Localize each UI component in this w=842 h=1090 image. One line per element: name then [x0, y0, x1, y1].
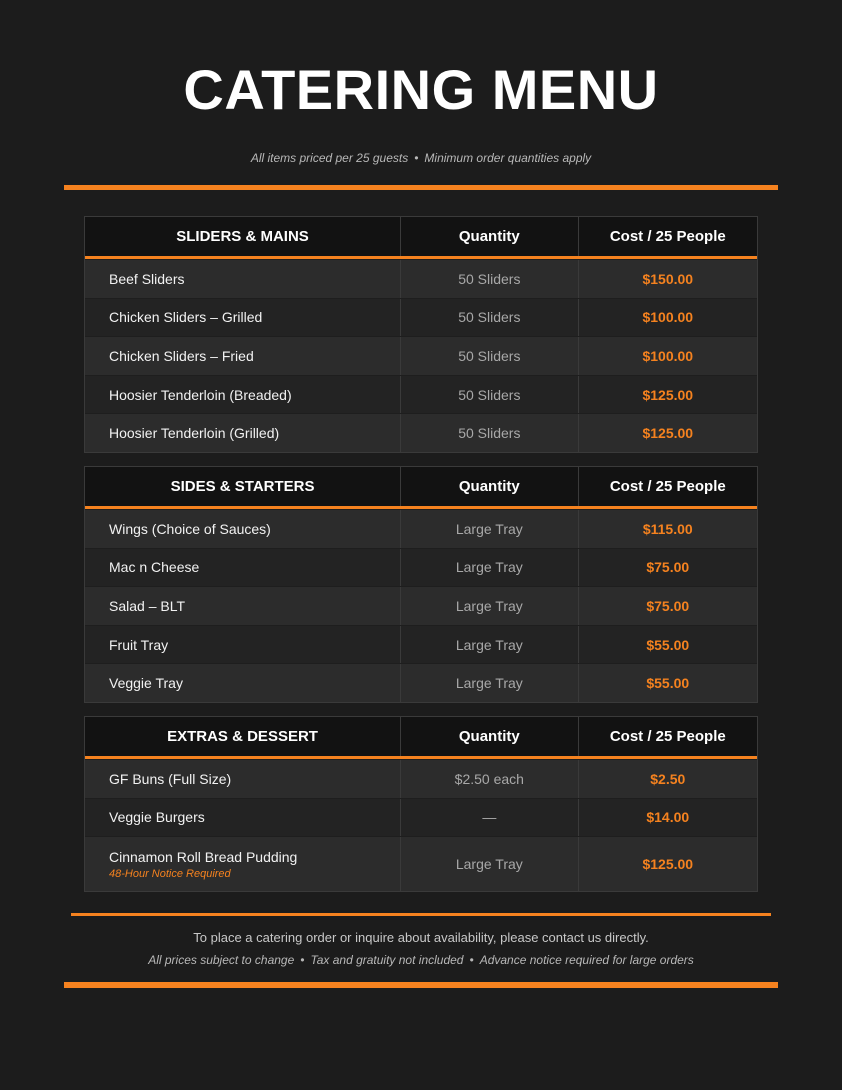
item-cost: $100.00	[642, 309, 694, 326]
subtitle	[0, 151, 842, 165]
table-row	[85, 759, 757, 798]
table-header	[85, 217, 757, 259]
footer-note-advance: Advance notice required for large orders	[479, 953, 694, 967]
item-quantity: —	[401, 799, 578, 837]
item-name: Fruit Tray	[85, 626, 401, 664]
item-cost: $75.00	[646, 559, 690, 576]
item-quantity: 50 Sliders	[401, 299, 578, 337]
item-quantity: Large Tray	[401, 587, 578, 625]
item-cost: $55.00	[646, 636, 690, 653]
item-quantity: $2.50 each	[401, 760, 578, 798]
section-heading: SLIDERS & MAINS	[85, 217, 401, 256]
top-divider	[64, 185, 778, 190]
quantity-header: Quantity	[401, 217, 578, 256]
item-cost: $150.00	[642, 270, 694, 287]
item-quantity: Large Tray	[401, 837, 578, 891]
item-name: Veggie Tray	[85, 664, 401, 702]
bottom-divider	[64, 982, 778, 988]
bullet-separator: •	[469, 953, 474, 967]
cost-header: Cost / 25 People	[609, 228, 726, 245]
item-cost: $2.50	[650, 770, 686, 787]
table-row	[85, 375, 757, 414]
table-row	[85, 663, 757, 702]
item-quantity: Large Tray	[401, 626, 578, 664]
item-name: Cinnamon Roll Bread Pudding	[109, 848, 298, 865]
table-row	[85, 548, 757, 587]
item-name: Beef Sliders	[85, 260, 401, 298]
item-cost: $14.00	[646, 809, 690, 826]
notice-note: 48-Hour Notice Required	[109, 867, 231, 880]
item-name: Chicken Sliders – Fried	[85, 337, 401, 375]
item-cost: $55.00	[646, 675, 690, 692]
table-row	[85, 336, 757, 375]
table-row	[85, 586, 757, 625]
item-cost: $125.00	[642, 425, 694, 442]
item-name: Hoosier Tenderloin (Grilled)	[85, 414, 401, 452]
footer-note-prices: All prices subject to change	[148, 953, 295, 967]
quantity-header: Quantity	[401, 467, 578, 506]
footer-contact: To place a catering order or inquire about availability, please contact us directly.	[193, 930, 649, 945]
cost-header: Cost / 25 People	[609, 728, 726, 745]
item-quantity: Large Tray	[401, 549, 578, 587]
item-quantity: Large Tray	[401, 510, 578, 548]
item-name: Chicken Sliders – Grilled	[85, 299, 401, 337]
table-row	[85, 836, 757, 891]
item-quantity: 50 Sliders	[401, 260, 578, 298]
item-name: Hoosier Tenderloin (Breaded)	[85, 376, 401, 414]
item-cost: $75.00	[646, 597, 690, 614]
item-name: Veggie Burgers	[85, 799, 401, 837]
item-cost: $115.00	[642, 520, 693, 537]
table-row	[85, 798, 757, 837]
item-cost: $125.00	[642, 386, 694, 403]
item-name: Mac n Cheese	[85, 549, 401, 587]
table-row	[85, 509, 757, 548]
item-name: Wings (Choice of Sauces)	[85, 510, 401, 548]
item-quantity: Large Tray	[401, 664, 578, 702]
section-heading: SIDES & STARTERS	[85, 467, 401, 506]
item-quantity: 50 Sliders	[401, 414, 578, 452]
item-quantity: 50 Sliders	[401, 376, 578, 414]
extras-dessert-table	[84, 716, 758, 892]
page-title: CATERING MENU	[183, 58, 659, 121]
item-cost: $125.00	[642, 856, 694, 873]
footer-notes	[0, 953, 842, 967]
item-name: GF Buns (Full Size)	[85, 760, 401, 798]
bullet-separator: •	[414, 151, 419, 165]
bullet-separator: •	[300, 953, 305, 967]
section-heading: EXTRAS & DESSERT	[85, 717, 401, 756]
subtitle-minimum: Minimum order quantities apply	[424, 151, 592, 165]
sides-starters-table	[84, 466, 758, 703]
item-name-cell	[85, 837, 401, 891]
item-quantity: 50 Sliders	[401, 337, 578, 375]
table-row	[85, 259, 757, 298]
cost-header: Cost / 25 People	[609, 478, 726, 495]
table-header	[85, 717, 757, 759]
quantity-header: Quantity	[401, 717, 578, 756]
subtitle-pricing: All items priced per 25 guests	[250, 151, 409, 165]
table-header	[85, 467, 757, 509]
footer-divider	[71, 913, 771, 916]
table-row	[85, 625, 757, 664]
table-row	[85, 298, 757, 337]
table-row	[85, 413, 757, 452]
sliders-mains-table	[84, 216, 758, 453]
footer-note-tax: Tax and gratuity not included	[310, 953, 464, 967]
item-name: Salad – BLT	[85, 587, 401, 625]
item-cost: $100.00	[642, 347, 694, 364]
